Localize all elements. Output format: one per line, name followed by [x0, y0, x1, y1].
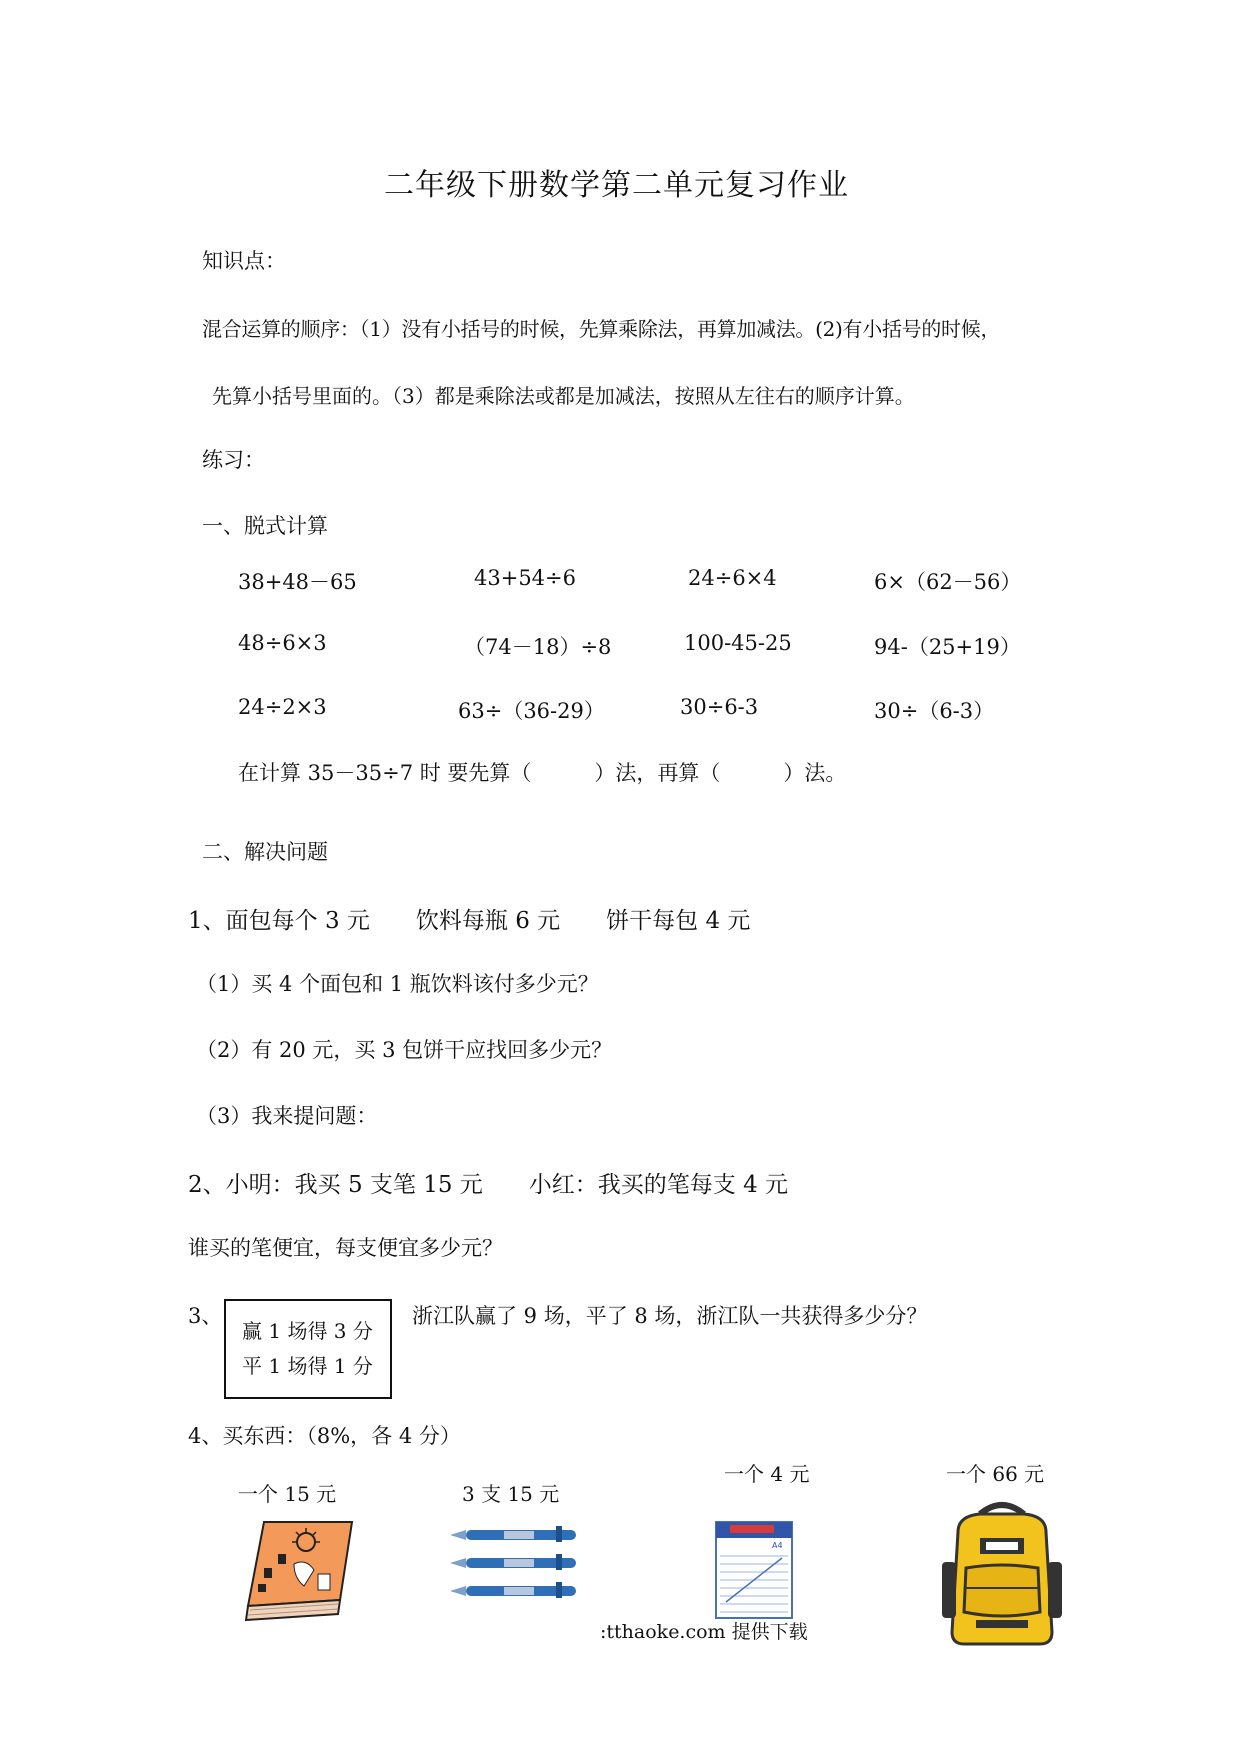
calc-r2-c3: 100-45-25	[684, 631, 792, 655]
score-rule-win: 赢 1 场得 3 分	[242, 1319, 373, 1343]
calc-r1-c1: 38+48－65	[238, 570, 357, 594]
calc-r1-c3: 24÷6×4	[688, 566, 777, 590]
calc-r3-c4: 30÷（6-3）	[874, 699, 995, 723]
calc-r3-c3: 30÷6-3	[680, 695, 759, 719]
item-notebook-price: 一个 4 元	[724, 1462, 810, 1486]
q1-line: 1、面包每个 3 元 饮料每瓶 6 元 饼干每包 4 元	[188, 908, 751, 934]
watermark: :tthaoke.com 提供下载	[600, 1621, 808, 1643]
calc-r1-c2: 43+54÷6	[474, 566, 576, 590]
q1-sub2: （2）有 20 元，买 3 包饼干应找回多少元？	[196, 1038, 613, 1062]
q1-sub1: （1）买 4 个面包和 1 瓶饮料该付多少元？	[196, 972, 599, 996]
calc-r1-c4: 6×（62－56）	[874, 570, 1022, 594]
knowledge-line-2: 先算小括号里面的。（3）都是乘除法或都是加减法，按照从左往右的顺序计算。	[212, 384, 915, 408]
fill-in-question: 在计算 35－35÷7 时 要先算（ ）法，再算（ ）法。	[238, 761, 847, 785]
backpack-icon	[936, 1492, 1068, 1652]
knowledge-line-1: 混合运算的顺序：（1）没有小括号的时候，先算乘除法，再算加减法。(2)有小括号的时候，	[202, 317, 1001, 341]
calc-r3-c2: 63÷（36-29）	[458, 699, 605, 723]
calc-r2-c2: （74－18）÷8	[464, 635, 612, 659]
q1-sub3: （3）我来提问题：	[196, 1104, 378, 1128]
q2-line: 2、小明：我买 5 支笔 15 元 小红：我买的笔每支 4 元	[188, 1172, 789, 1198]
notebook-size-label: A4	[772, 1541, 783, 1550]
q3-text: 浙江队赢了 9 场，平了 8 场，浙江队一共获得多少分？	[412, 1304, 928, 1328]
q2-sub: 谁买的笔便宜，每支便宜多少元？	[188, 1236, 503, 1260]
calc-r3-c1: 24÷2×3	[238, 695, 327, 719]
item-backpack-price: 一个 66 元	[946, 1462, 1045, 1486]
practice-heading: 练习：	[202, 448, 265, 472]
q4-line: 4、买东西：（8%，各 4 分）	[188, 1424, 461, 1448]
item-pens-price: 3 支 15 元	[462, 1482, 560, 1506]
knowledge-heading: 知识点：	[202, 249, 286, 273]
pens-icon	[444, 1524, 594, 1606]
calc-r2-c1: 48÷6×3	[238, 631, 327, 655]
q3-number: 3、	[188, 1304, 223, 1328]
section2-heading: 二、解决问题	[202, 840, 328, 864]
calc-r2-c4: 94-（25+19）	[874, 635, 1021, 659]
section1-heading: 一、脱式计算	[202, 514, 328, 538]
item-book-price: 一个 15 元	[238, 1482, 337, 1506]
notebook-icon	[712, 1518, 796, 1622]
book-icon	[234, 1514, 364, 1624]
score-rule-box	[224, 1299, 392, 1399]
score-rule-draw: 平 1 场得 1 分	[242, 1354, 373, 1378]
page-title: 二年级下册数学第二单元复习作业	[384, 168, 849, 203]
